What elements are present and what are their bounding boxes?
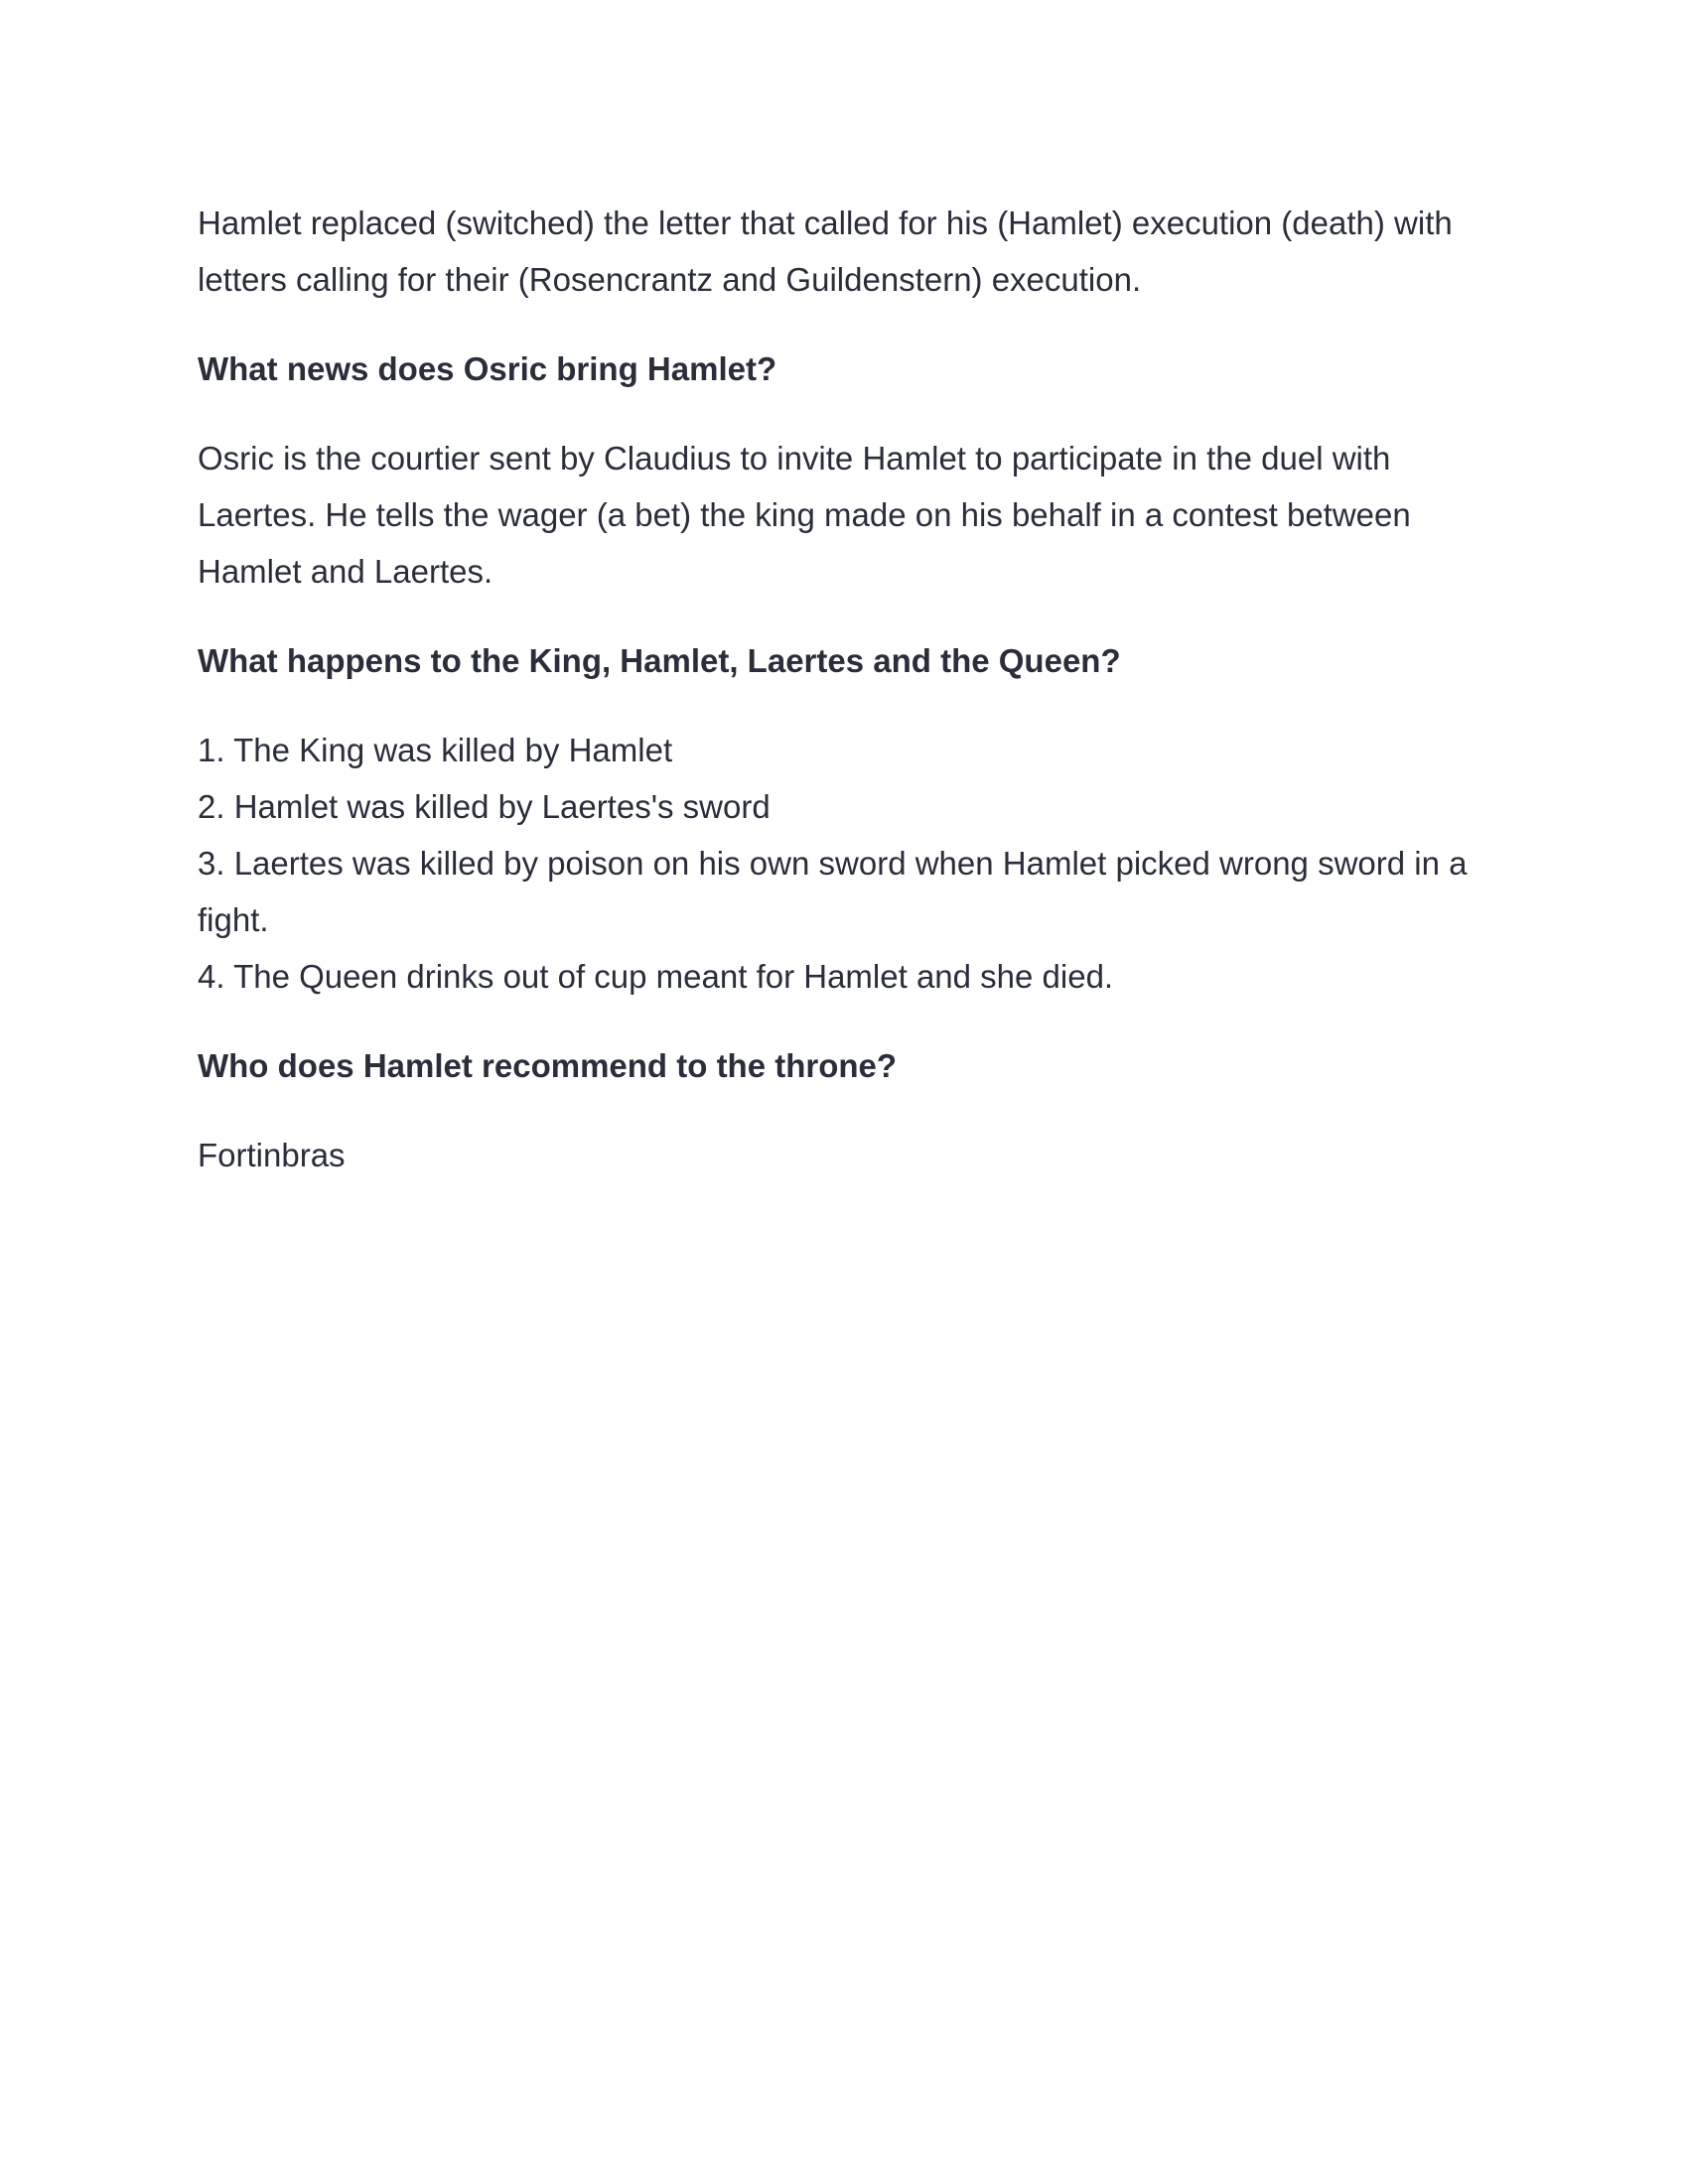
question-fates: What happens to the King, Hamlet, Laertes and the Queen?	[198, 642, 1121, 679]
list-item: 4. The Queen drinks out of cup meant for Hamlet and she died.	[198, 958, 1114, 995]
answer-osric-news: Osric is the courtier sent by Claudius to invite Hamlet to participate in the duel with Laertes. He tells the wager (a bet) the king made on his behalf in a contest between Hamlet and Laertes.	[198, 440, 1411, 590]
answer-throne: Fortinbras	[198, 1137, 346, 1173]
document-page	[198, 195, 1488, 1216]
fates-list	[198, 722, 1488, 1005]
list-item: 1. The King was killed by Hamlet	[198, 732, 673, 768]
list-item: 3. Laertes was killed by poison on his own sword when Hamlet picked wrong sword in a fight.	[198, 845, 1468, 938]
question-throne: Who does Hamlet recommend to the throne?	[198, 1047, 898, 1084]
answer-letter-switch: Hamlet replaced (switched) the letter that called for his (Hamlet) execution (death) with letters calling for their (Rosencrantz and Guildenstern) execution.	[198, 205, 1453, 298]
question-osric-news: What news does Osric bring Hamlet?	[198, 350, 777, 387]
list-item: 2. Hamlet was killed by Laertes's sword	[198, 788, 771, 825]
